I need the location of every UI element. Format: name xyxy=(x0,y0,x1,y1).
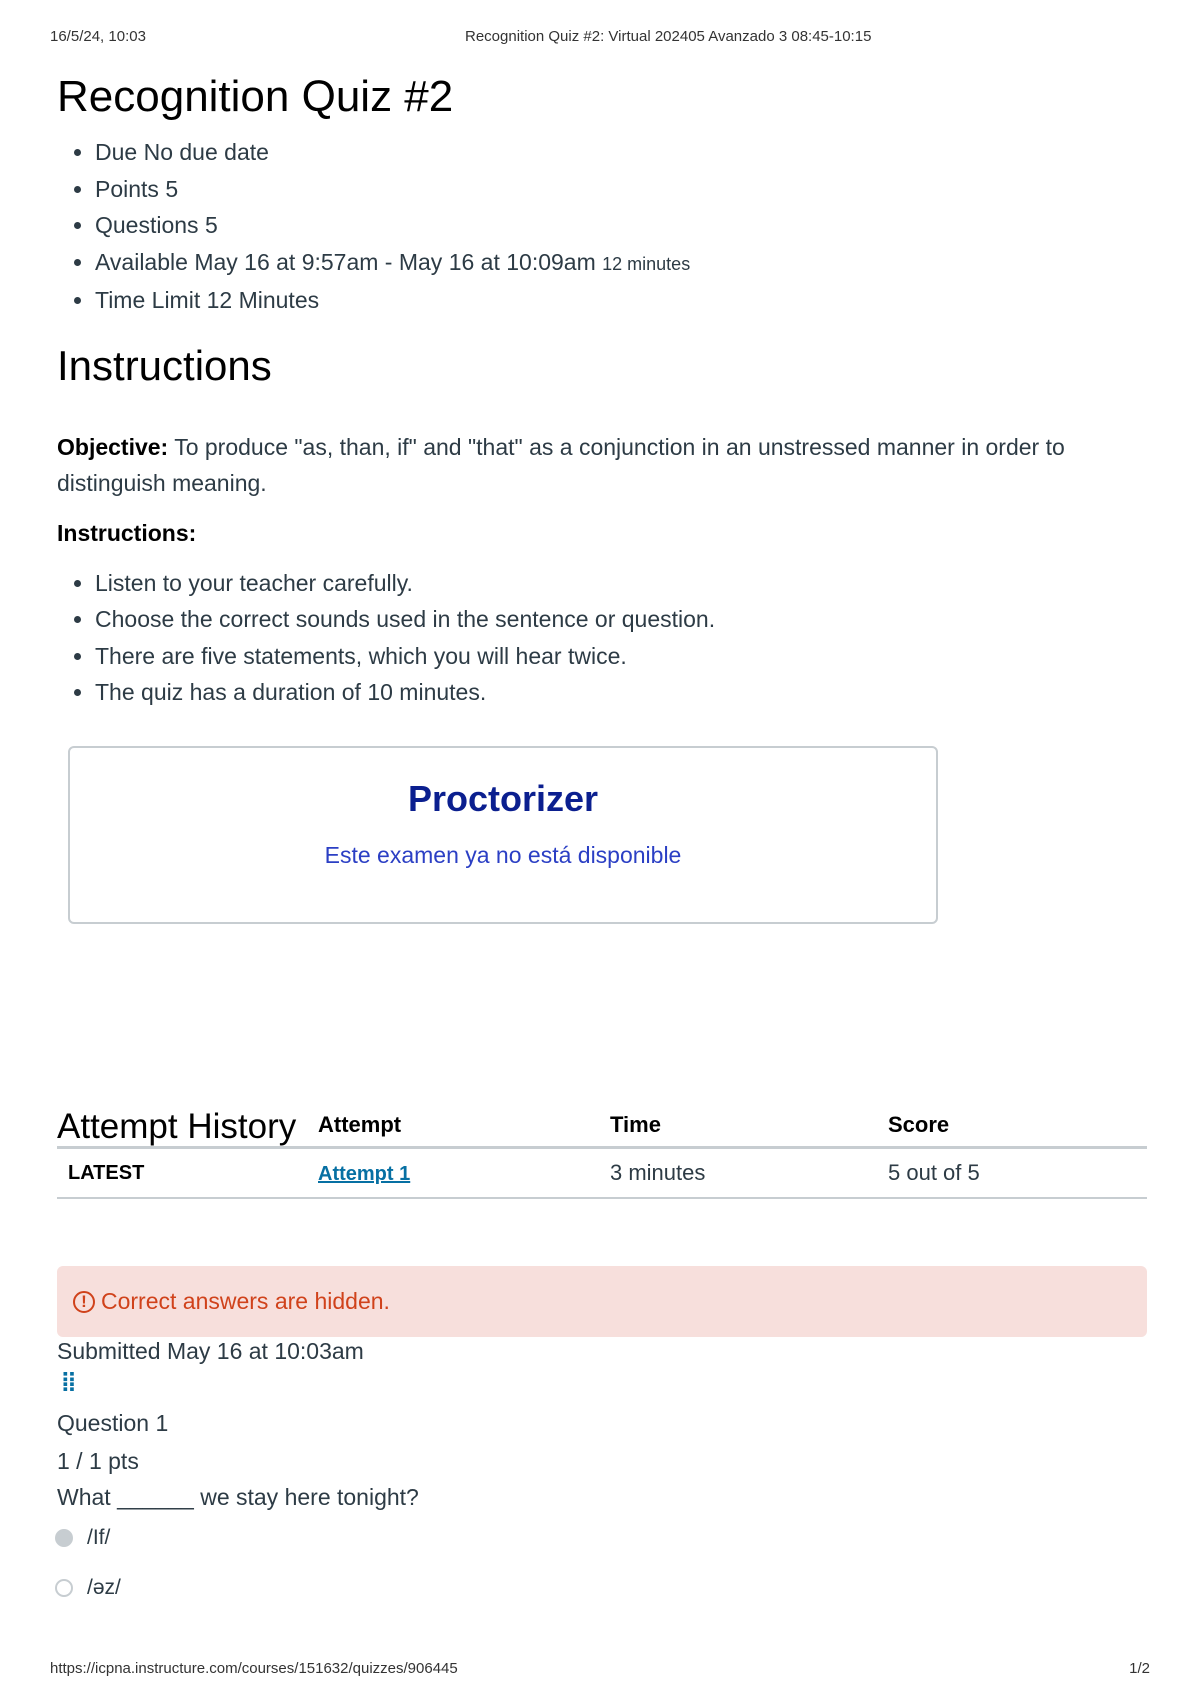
instruction-step: • Listen to your teacher carefully. xyxy=(95,565,1147,602)
column-header xyxy=(57,1104,307,1148)
answer-label: /əz/ xyxy=(87,1576,121,1599)
instruction-step: • There are five statements, which you will hear twice. xyxy=(95,638,1147,675)
table-header-row xyxy=(57,1104,1147,1148)
radio-button[interactable] xyxy=(55,1529,73,1547)
attempt-link[interactable]: Attempt 1 xyxy=(318,1163,411,1185)
attempt-score: 5 out of 5 xyxy=(877,1148,1147,1199)
answer-option xyxy=(55,1576,121,1600)
proctorizer-panel xyxy=(68,746,938,924)
column-header-time: Time xyxy=(599,1104,877,1148)
attempt-time: 3 minutes xyxy=(599,1148,877,1199)
instruction-step: • Choose the correct sounds used in the sentence or question. xyxy=(95,601,1147,638)
detail-due: • Due No due date xyxy=(95,134,1147,171)
detail-time-limit: • Time Limit 12 Minutes xyxy=(95,282,1147,319)
submitted-time: Submitted May 16 at 10:03am xyxy=(57,1338,364,1364)
instructions-heading: Instructions: xyxy=(57,519,197,546)
question-label: Question 1 xyxy=(57,1410,169,1436)
answer-option xyxy=(55,1526,110,1550)
proctorizer-message: Este examen ya no está disponible xyxy=(324,842,682,868)
answer-label: /If/ xyxy=(87,1526,111,1549)
page-title: Recognition Quiz #2 xyxy=(57,72,454,121)
instruction-step: • The quiz has a duration of 10 minutes. xyxy=(95,674,1147,711)
alert-message: Correct answers are hidden. xyxy=(101,1288,390,1314)
answers-hidden-alert xyxy=(57,1266,1147,1337)
proctorizer-title: Proctorizer xyxy=(407,778,599,819)
attempt-history-table xyxy=(57,1104,1147,1199)
question-text: What ______ we stay here tonight? xyxy=(57,1484,419,1510)
print-page-title: Recognition Quiz #2: Virtual 202405 Avanzado 3 08:45-10:15 xyxy=(465,28,872,45)
warning-circle-icon: ! xyxy=(73,1291,95,1313)
objective-text: To produce "as, than, if" and "that" as a conjunction in an unstressed manner in order to distinguish meaning. xyxy=(57,433,1065,496)
column-header-score: Score xyxy=(877,1104,1147,1148)
question-points: 1 / 1 pts xyxy=(57,1448,139,1474)
latest-tag: LATEST xyxy=(57,1148,307,1199)
objective xyxy=(57,429,1147,502)
instructions-title: Instructions xyxy=(57,341,272,389)
drag-handle-icon[interactable]: ⁞⁞ xyxy=(61,1367,75,1397)
table-row xyxy=(57,1148,1147,1199)
attempt-history-title: Attempt History xyxy=(57,1107,297,1146)
print-url: https://icpna.instructure.com/courses/151632/quizzes/906445 xyxy=(50,1660,458,1677)
page-number: 1/2 xyxy=(1129,1660,1150,1677)
quiz-details xyxy=(57,134,1147,319)
instruction-steps xyxy=(57,565,1147,711)
column-header-attempt: Attempt xyxy=(307,1104,599,1148)
detail-questions: • Questions 5 xyxy=(95,207,1147,244)
detail-points: • Points 5 xyxy=(95,171,1147,208)
detail-available: • Available May 16 at 9:57am - May 16 at 10:09am 12 minutes xyxy=(95,244,1147,283)
print-date: 16/5/24, 10:03 xyxy=(50,28,146,45)
objective-label: Objective: xyxy=(57,433,169,460)
radio-button[interactable] xyxy=(55,1579,73,1597)
